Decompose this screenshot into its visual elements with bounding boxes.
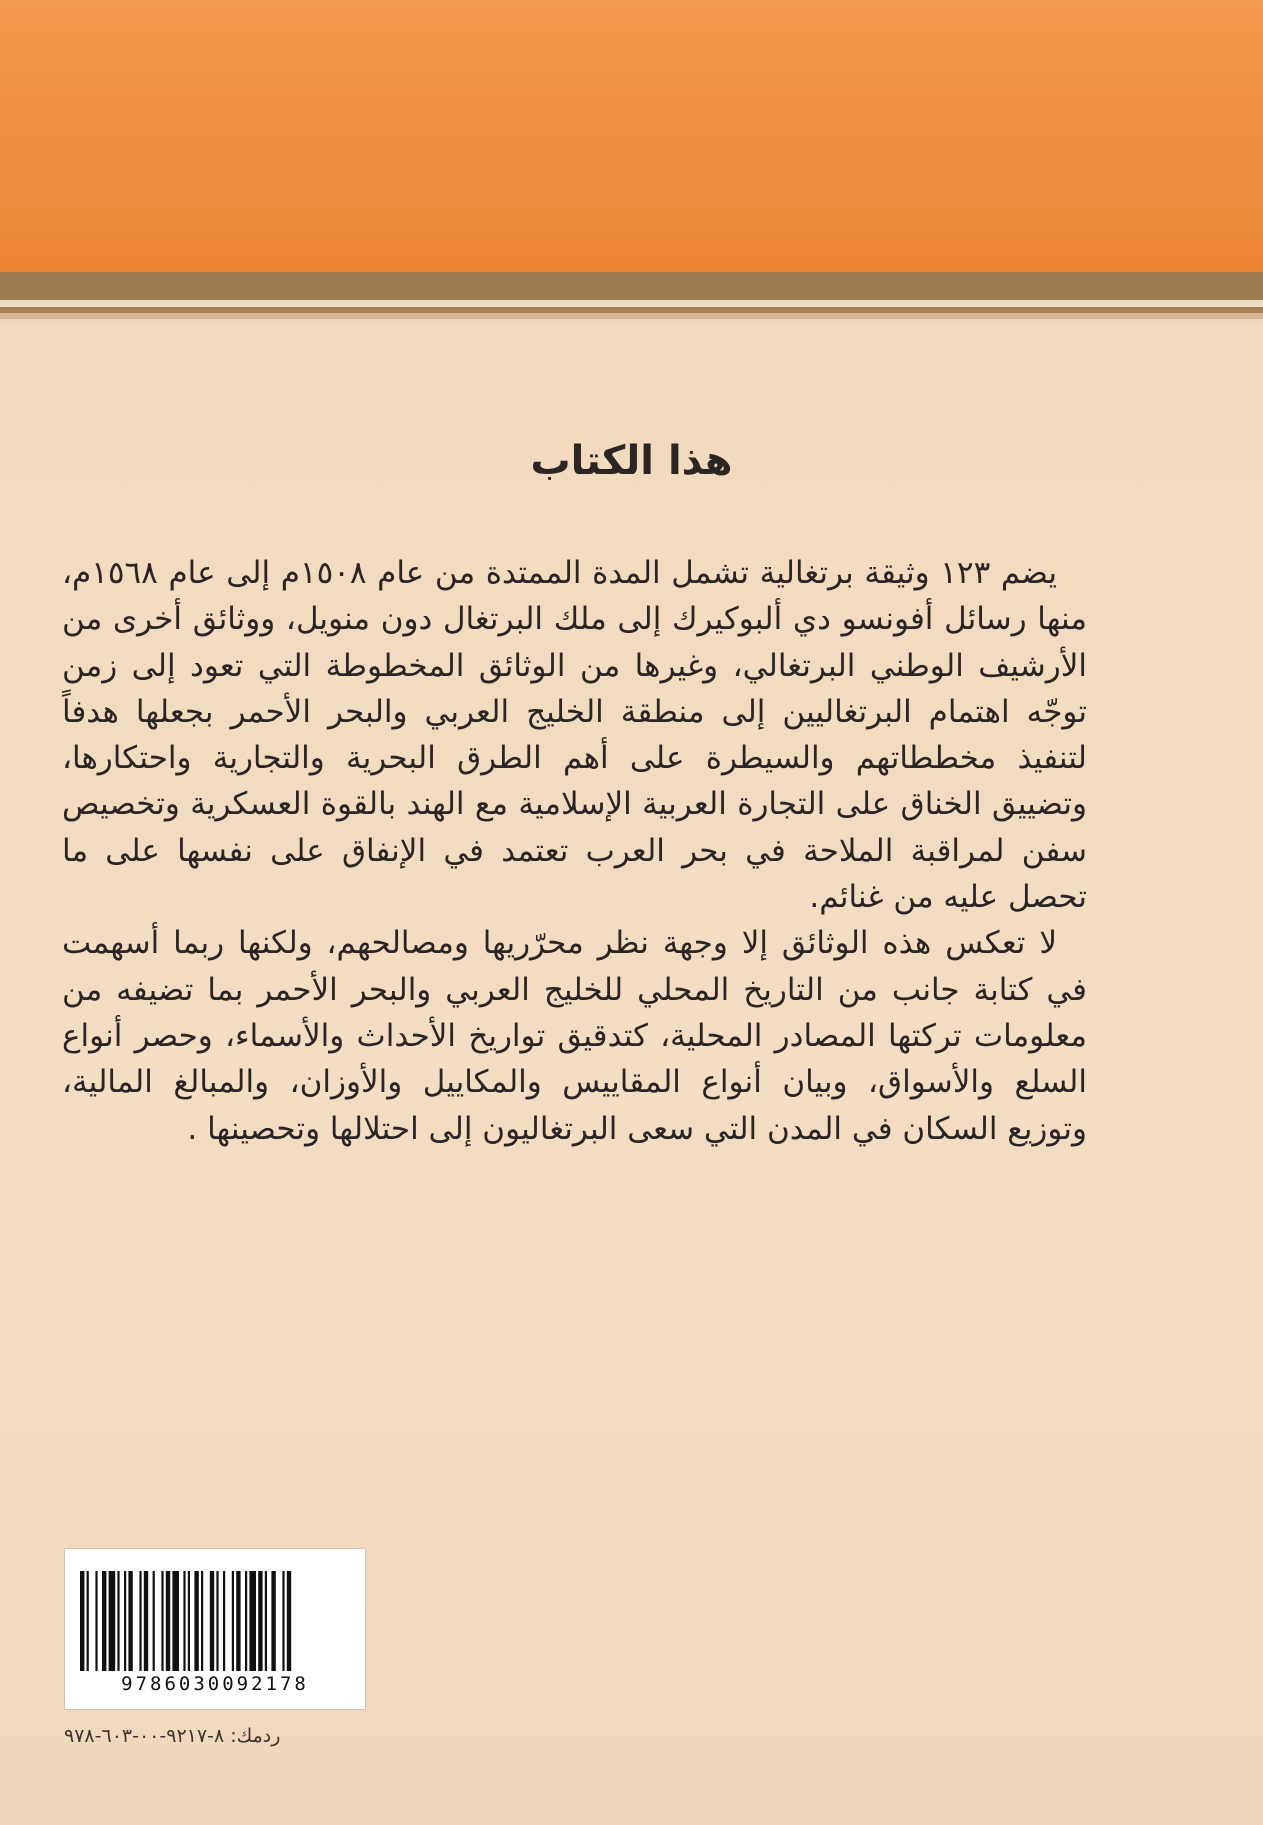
barcode-bar [216, 1571, 218, 1671]
barcode-bar [223, 1571, 225, 1671]
barcode-bar [109, 1571, 116, 1671]
description-paragraph: لا تعكس هذه الوثائق إلا وجهة نظر محرّريها ومصالحهم، ولكنها ربما أسهمت في كتابة جانب من التاريخ المحلي للخليج العربي والبحر الأحمر بما تضيفه من معلومات تركتها المصادر المحلية، كتدقيق تواريخ الأحداث والأسماء، وحصر أنواع السلع والأسواق، وبيان أنواع المقاييس والمكاييل والأوزان، والمبالغ المالية، وتوزيع السكان في المدن التي سعى البرتغاليون إلى احتلالها وتحصينها . [62, 925, 1087, 1147]
page-title: هذا الكتاب [530, 438, 733, 484]
barcode-bar [271, 1571, 275, 1671]
barcode-bar [128, 1571, 132, 1671]
book-description [62, 550, 1087, 1152]
barcode [64, 1548, 366, 1710]
barcode-bar [102, 1571, 106, 1671]
barcode-bar [265, 1571, 267, 1671]
barcode-bar [161, 1571, 163, 1671]
barcode-bar [144, 1571, 148, 1671]
barcode-bar [236, 1571, 240, 1671]
barcode-bar [201, 1571, 203, 1671]
barcode-bar [210, 1571, 214, 1671]
barcode-bar [258, 1571, 262, 1671]
barcode-bar [117, 1571, 119, 1671]
barcode-bar [183, 1571, 185, 1671]
barcode-bar [124, 1571, 126, 1671]
isbn-label: ردمك: ٨-٩٢١٧-٠٠-٦٠٣-٩٧٨ [64, 1725, 281, 1747]
barcode-bar [287, 1571, 291, 1671]
barcode-bar [80, 1571, 84, 1671]
barcode-bar [139, 1571, 141, 1671]
barcode-bar [245, 1571, 247, 1671]
orange-header-band [0, 0, 1263, 272]
barcode-bar [232, 1571, 234, 1671]
barcode-digits: 9786030092178 [121, 1673, 309, 1695]
barcode-bar [95, 1571, 97, 1671]
barcode-bar [194, 1571, 198, 1671]
barcode-bars [80, 1571, 350, 1671]
description-paragraph: يضم ١٢٣ وثيقة برتغالية تشمل المدة الممتدة من عام ١٥٠٨م إلى عام ١٥٦٨م، منها رسائل أفونسو دي ألبوكيرك إلى ملك البرتغال دون منويل، ووثائق أخرى من الأرشيف الوطني البرتغالي، وغيرها من الوثائق المخطوطة التي تعود إلى زمن توجّه اهتمام البرتغاليين إلى منطقة الخليج العربي والبحر الأحمر بجعلها هدفاً لتنفيذ مخططاتهم والسيطرة على أهم الطرق البحرية والتجارية واحتكارها، وتضييق الخناق على التجارة العربية الإسلامية مع الهند بالقوة العسكرية وتخصيص سفن لمراقبة الملاحة في بحر العرب تعتمد في الإنفاق على نفسها على ما تحصل عليه من غنائم. [62, 555, 1087, 916]
decorative-stripes [0, 272, 1263, 324]
barcode-bar [188, 1571, 190, 1671]
barcode-bar [166, 1571, 170, 1671]
barcode-bar [153, 1571, 155, 1671]
barcode-bar [172, 1571, 179, 1671]
barcode-bar [87, 1571, 89, 1671]
barcode-bar [249, 1571, 256, 1671]
barcode-bar [282, 1571, 284, 1671]
